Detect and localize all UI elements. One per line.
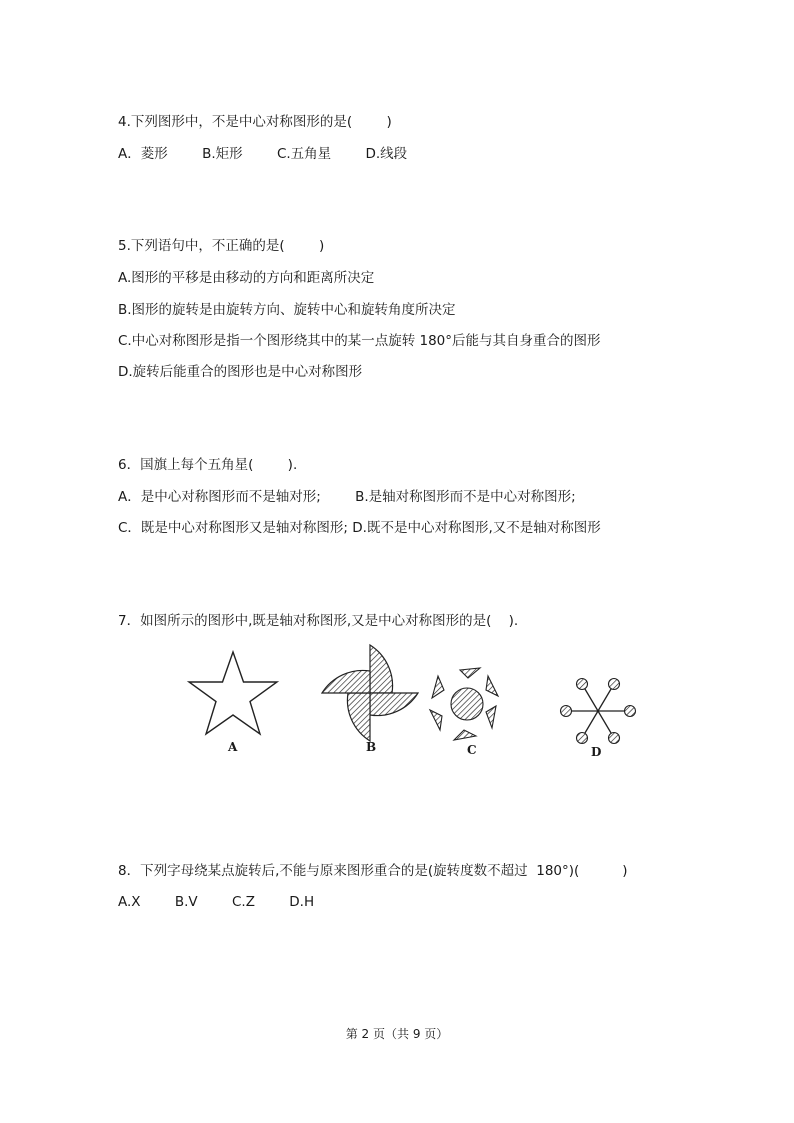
figure-b-label: B [366, 740, 377, 754]
q8-options: A.X B.V C.Z D.H [118, 894, 315, 910]
q8-stem: 8．下列字母绕某点旋转后,不能与原来图形重合的是(旋转度数不超过 180°)( ) [118, 863, 628, 879]
figure-b-pinwheel-icon [318, 640, 422, 746]
q7-stem: 7．如图所示的图形中,既是轴对称图形,又是中心对称图形的是( ). [118, 613, 519, 629]
q7-figures [180, 640, 650, 770]
q5-option-b: B.图形的旋转是由旋转方向、旋转中心和旋转角度所决定 [118, 302, 456, 318]
q5-option-c: C.中心对称图形是指一个图形绕其中的某一点旋转 180°后能与其自身重合的图形 [118, 333, 601, 349]
page-footer: 第 2 页（共 9 页） [345, 1027, 449, 1041]
q5-option-d: D.旋转后能重合的图形也是中心对称图形 [118, 364, 363, 380]
q6-stem: 6．国旗上每个五角星( ). [118, 457, 298, 473]
figure-d-spokes-icon [556, 672, 640, 750]
q6-options-cd: C．既是中心对称图形又是轴对称图形; D.既不是中心对称图形,又不是轴对称图形 [118, 520, 601, 536]
figure-a-star-icon [186, 648, 280, 740]
q4-stem: 4.下列图形中，不是中心对称图形的是( ) [118, 114, 392, 130]
figure-c-label: C [467, 743, 477, 757]
q5-stem: 5.下列语句中，不正确的是( ) [118, 238, 325, 254]
figure-d-label: D [591, 745, 602, 759]
q5-option-a: A.图形的平移是由移动的方向和距离所决定 [118, 270, 375, 286]
q6-options-ab: A．是中心对称图形而不是轴对形; B.是轴对称图形而不是中心对称图形; [118, 489, 576, 505]
figure-c-circle-triangles-icon [424, 664, 510, 744]
q4-options: A．菱形 B.矩形 C.五角星 D.线段 [118, 146, 408, 162]
figure-a-label: A [228, 740, 238, 754]
